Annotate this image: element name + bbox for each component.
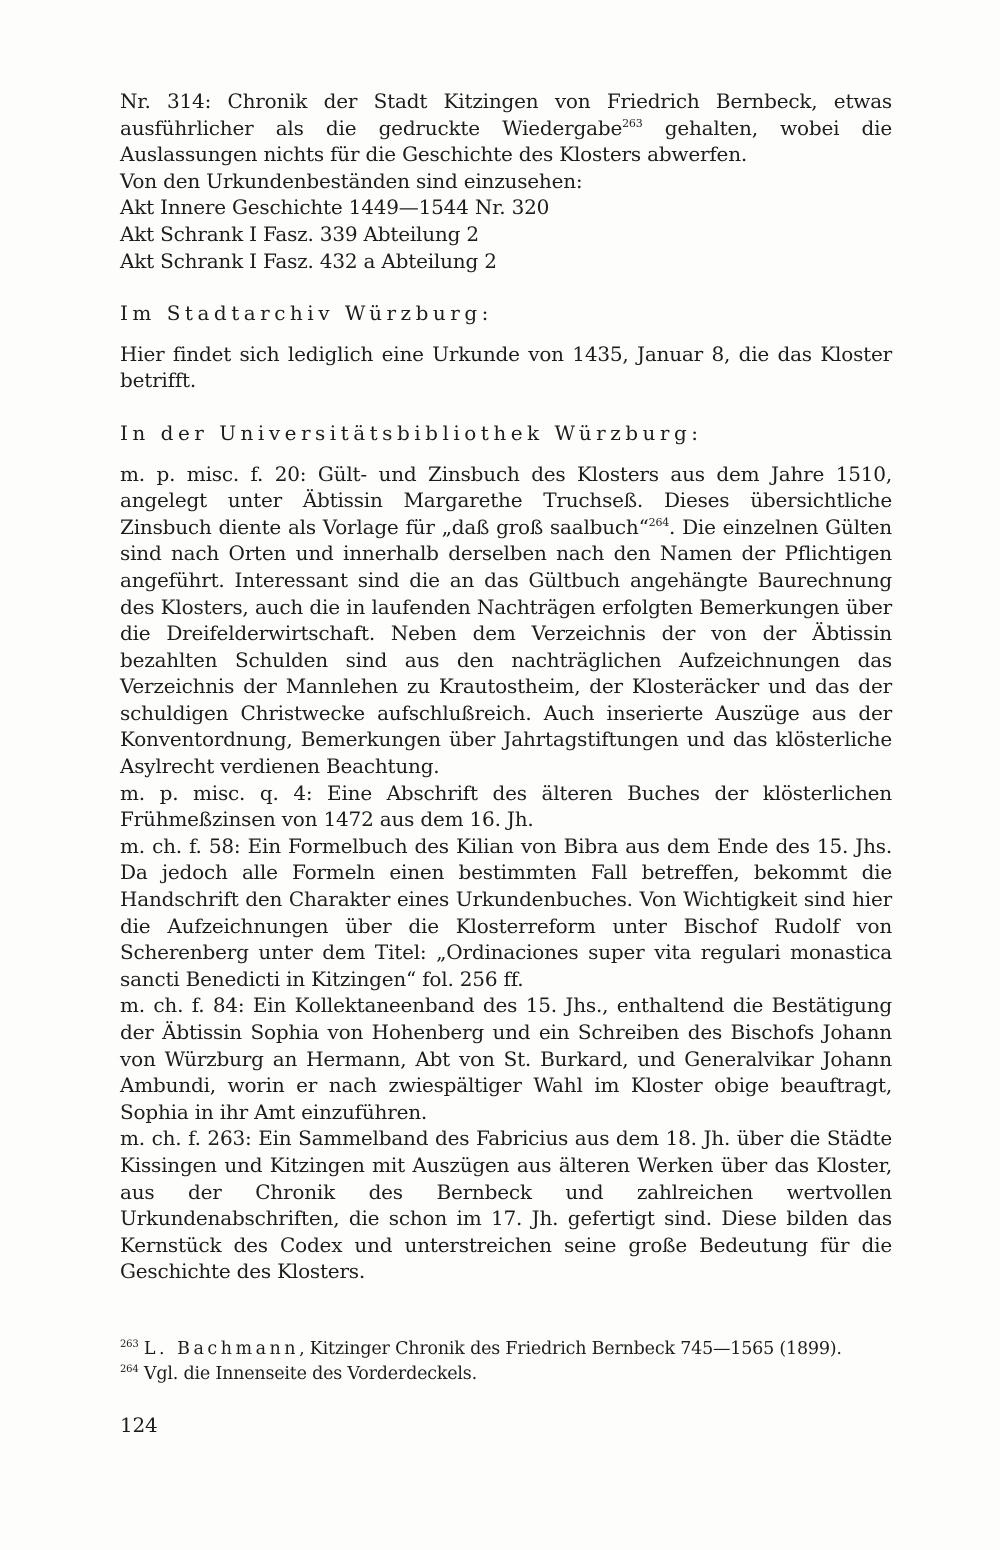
stadtarchiv-text: Hier findet sich lediglich eine Urkunde von 1435, Januar 8, die das Kloster betrifft. — [120, 341, 892, 393]
manuscript-entry-4: m. ch. f. 84: Ein Kollektaneenband des 15. Jhs., enthaltend die Bestätigung der Äbtissin Sophia von Hohenberg und ein Schreiben des Bischofs Johann von Würzburg an Hermann, Abt von St. Burkard, und Generalvikar Johann Ambundi, worin er nach zwiespältiger Wahl im Kloster obige beauftragt, Sophia in ihr Amt einzuführen. — [120, 993, 892, 1124]
footnote-author: L. Bachmann — [143, 1339, 300, 1359]
entry-1-text-start: m. p. misc. f. 20: Gült- und Zinsbuch des Klosters aus dem Jahre 1510, angelegt unter Äbtissin Margarethe Truchseß. Dieses übersichtliche Zinsbuch diente als Vorlage für „daß groß saalbuch“ — [120, 461, 892, 539]
archive-intro: Von den Urkundenbeständen sind einzusehen: — [120, 168, 583, 193]
footnote-264 — [120, 1362, 900, 1387]
manuscript-entry-1 — [120, 461, 892, 780]
act-line-2: Akt Schrank I Fasz. 339 Abteilung 2 — [120, 221, 479, 246]
footnote-text: Vgl. die Innenseite des Vorderdeckels. — [143, 1364, 477, 1384]
footnote-ref-263: 263 — [622, 116, 643, 130]
chronicle-text-start: Nr. 314: Chronik der Stadt Kitzingen von Friedrich Bernbeck, etwas ausführlicher als die gedruckte Wiedergabe — [120, 89, 892, 140]
footnote-ref-264: 264 — [648, 515, 670, 529]
manuscript-entry-3: m. ch. f. 58: Ein Formelbuch des Kilian von Bibra aus dem Ende des 15. Jhs. Da jedoch alle Formeln einen bestimmten Fall betreffen, bekommt die Handschrift den Charakter eines Urkundenbuches. Von Wichtigkeit sind hier die Aufzeichnungen über die Klosterreform unter Bischof Rudolf von Scherenberg unter dem Titel: „Ordinaciones super vita regulari monastica sancti Benedicti in Kitzingen“ fol. 256 ff. — [120, 833, 892, 991]
stadtarchiv-heading: Im Stadtarchiv Würzburg: — [120, 301, 493, 326]
footnote-number: 264 — [120, 1364, 139, 1375]
footnote-text: , Kitzinger Chronik des Friedrich Bernbeck 745—1565 (1899). — [299, 1339, 842, 1359]
universitaet-heading: In der Universitätsbibliothek Würzburg: — [120, 420, 703, 445]
footnote-263 — [120, 1337, 900, 1362]
chronicle-paragraph — [120, 88, 892, 168]
footnote-number: 263 — [120, 1339, 139, 1350]
page-number: 124 — [120, 1413, 158, 1437]
footnotes — [120, 1337, 900, 1387]
manuscript-entry-5: m. ch. f. 263: Ein Sammelband des Fabricius aus dem 18. Jh. über die Städte Kissingen und Kitzingen mit Auszügen aus älteren Werken über das Kloster, aus der Chronik des Bernbeck und zahlreichen wertvollen Urkundenabschriften, die schon im 17. Jh. gefertigt sind. Diese bilden das Kernstück des Codex und unterstreichen seine große Bedeutung für die Geschichte des Klosters. — [120, 1126, 892, 1284]
chronicle-text-end: gehalten, wobei die Auslassungen nichts für die Geschichte des Klosters abwerfen. — [120, 115, 892, 167]
entry-1-text-end: . Die einzelnen Gülten sind nach Orten und innerhalb derselben nach den Namen der Pflichtigen angeführt. Interessant sind die an das Gültbuch angehängte Baurechnung des Klosters, auch die in laufenden Nachträgen erfolgten Bemerkungen über die Dreifelderwirtschaft. Neben dem Verzeichnis der von der Äbtissin bezahlten Schulden sind aus den nachträglichen Aufzeichnungen das Verzeichnis der Mannlehen zu Krautostheim, der Klosteräcker und das der schuldigen Christwecke aufschlußreich. Auch inserierte Auszüge aus der Konventordnung, Bemerkungen über Jahrtagstiftungen und das klösterliche Asylrecht verdienen Beachtung. — [120, 514, 892, 779]
main-text — [120, 88, 892, 1285]
act-line-3: Akt Schrank I Fasz. 432 a Abteilung 2 — [120, 248, 497, 273]
manuscript-entry-2: m. p. misc. q. 4: Eine Abschrift des älteren Buches der klösterlichen Frühmeßzinsen von 1472 aus dem 16. Jh. — [120, 780, 892, 832]
act-line-1: Akt Innere Geschichte 1449—1544 Nr. 320 — [120, 195, 550, 220]
